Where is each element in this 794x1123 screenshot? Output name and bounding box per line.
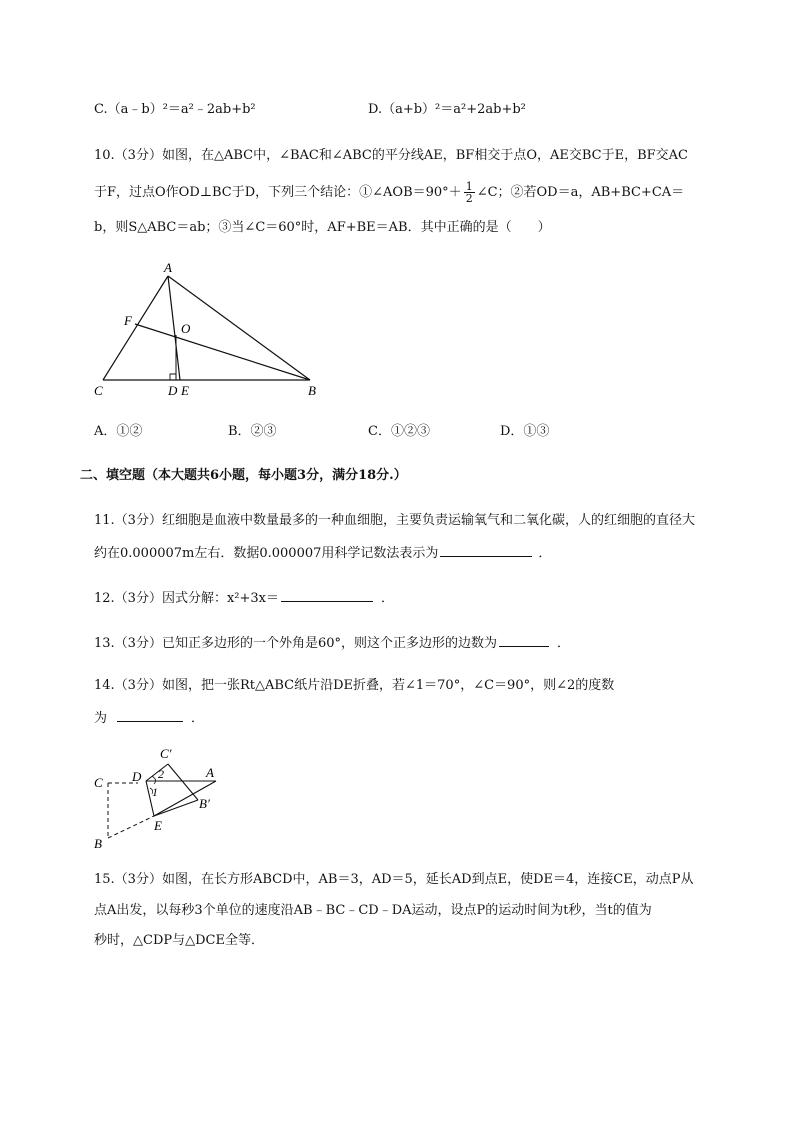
q10-option-d: D．①③ [500, 424, 550, 439]
q14-answer-blank[interactable] [117, 707, 183, 722]
q11-text-line2a: 约在0.000007m左右．数据0.000007用科学记数法表示为 [94, 546, 439, 561]
label-b-prime: B′ [199, 796, 210, 811]
label-e: E [181, 383, 189, 398]
dashed-be [108, 816, 154, 838]
q14-text-line2b: ． [191, 711, 205, 726]
q13-text [94, 632, 570, 654]
q10-option-b: B．②③ [228, 424, 277, 439]
label-o: O [181, 321, 191, 336]
q10-text-line2b: ∠C；②若OD＝a，AB+BC+CA＝ [476, 185, 685, 200]
label-b: B [308, 383, 316, 398]
section-title: 二、填空题（本大题共6小题，每小题3分，满分18分.） [80, 468, 407, 483]
line-dc-prime [146, 764, 168, 781]
q12-text [94, 587, 394, 609]
label-angle-1: 1 [152, 785, 158, 799]
q15-text-line1: 15.（3分）如图，在长方形ABCD中，AB＝3，AD＝5，延长AD到点E，使DE＝4，连接CE，动点P从 [94, 872, 694, 887]
label-b: B [94, 836, 102, 851]
q10-text-line1: 10.（3分）如图，在△ABC中，∠BAC和∠ABC的平分线AE，BF相交于点O，AE交BC于E，BF交AC [94, 148, 689, 163]
bisector-bf [135, 324, 310, 380]
q12-text-a: 12.（3分）因式分解：x²+3x＝ [94, 591, 279, 606]
label-c: C [94, 383, 103, 398]
line-c-prime-b-prime [168, 764, 198, 800]
q10-fraction [464, 181, 475, 204]
q10-triangle-figure [88, 258, 328, 403]
angle-2-arc [152, 776, 156, 784]
q12-answer-blank[interactable] [281, 587, 373, 602]
q10-fraction-numerator: 1 [465, 180, 473, 193]
line-e-b-prime [154, 800, 198, 816]
q10-text-line3: b，则S△ABC＝ab；③当∠C＝60°时，AF+BE＝AB．其中正确的是（ ） [94, 220, 551, 235]
q11-answer-blank[interactable] [440, 542, 532, 557]
q11-text-line2 [94, 542, 551, 564]
q9-option-d: D.（a+b）²＝a²+2ab+b² [368, 102, 526, 117]
q10-text-line2a: 于F，过点O作OD⊥BC于D，下列三个结论：①∠AOB＝90°＋ [94, 185, 462, 200]
side-ac [103, 276, 168, 380]
q11-text-line1: 11.（3分）红细胞是血液中数量最多的一种血细胞，主要负责运输氧气和二氧化碳，人的红细胞的直径大 [94, 513, 695, 528]
q14-text-line2a: 为 [94, 711, 108, 726]
label-f: F [124, 313, 132, 328]
q14-text-line1: 14.（3分）如图，把一张Rt△ABC纸片沿DE折叠，若∠1＝70°，∠C＝90°，则∠2的度数 [94, 678, 615, 693]
q14-text-line2 [94, 707, 204, 729]
label-c-prime: C′ [160, 746, 172, 761]
label-angle-2: 2 [158, 767, 164, 781]
q13-text-b: ． [557, 636, 571, 651]
label-c: C [94, 775, 103, 790]
label-d: D [132, 769, 142, 784]
bisector-ae [168, 276, 180, 380]
q10-option-a: A．①② [94, 424, 143, 439]
q14-fold-figure [88, 740, 238, 855]
q15-text-line2: 点A出发，以每秒3个单位的速度沿AB﹣BC﹣CD﹣DA运动，设点P的运动时间为t秒，当t的值为 [94, 903, 652, 918]
q10-fraction-denominator: 2 [465, 192, 473, 205]
q10-text-line2 [94, 181, 684, 204]
q13-answer-blank[interactable] [499, 632, 549, 647]
q9-option-c: C.（a﹣b）²＝a²﹣2ab+b² [94, 102, 256, 117]
label-a: A [164, 260, 172, 275]
label-a: A [206, 765, 214, 780]
q11-text-line2b: ． [538, 546, 552, 561]
right-angle-mark [170, 374, 176, 380]
label-d: D [168, 383, 178, 398]
q15-text-line3: 秒时，△CDP与△DCE全等． [94, 933, 264, 948]
q12-text-b: ． [380, 591, 394, 606]
q10-option-c: C．①②③ [368, 424, 430, 439]
label-e: E [154, 818, 162, 833]
q13-text-a: 13.（3分）已知正多边形的一个外角是60°，则这个正多边形的边数为 [94, 636, 497, 651]
